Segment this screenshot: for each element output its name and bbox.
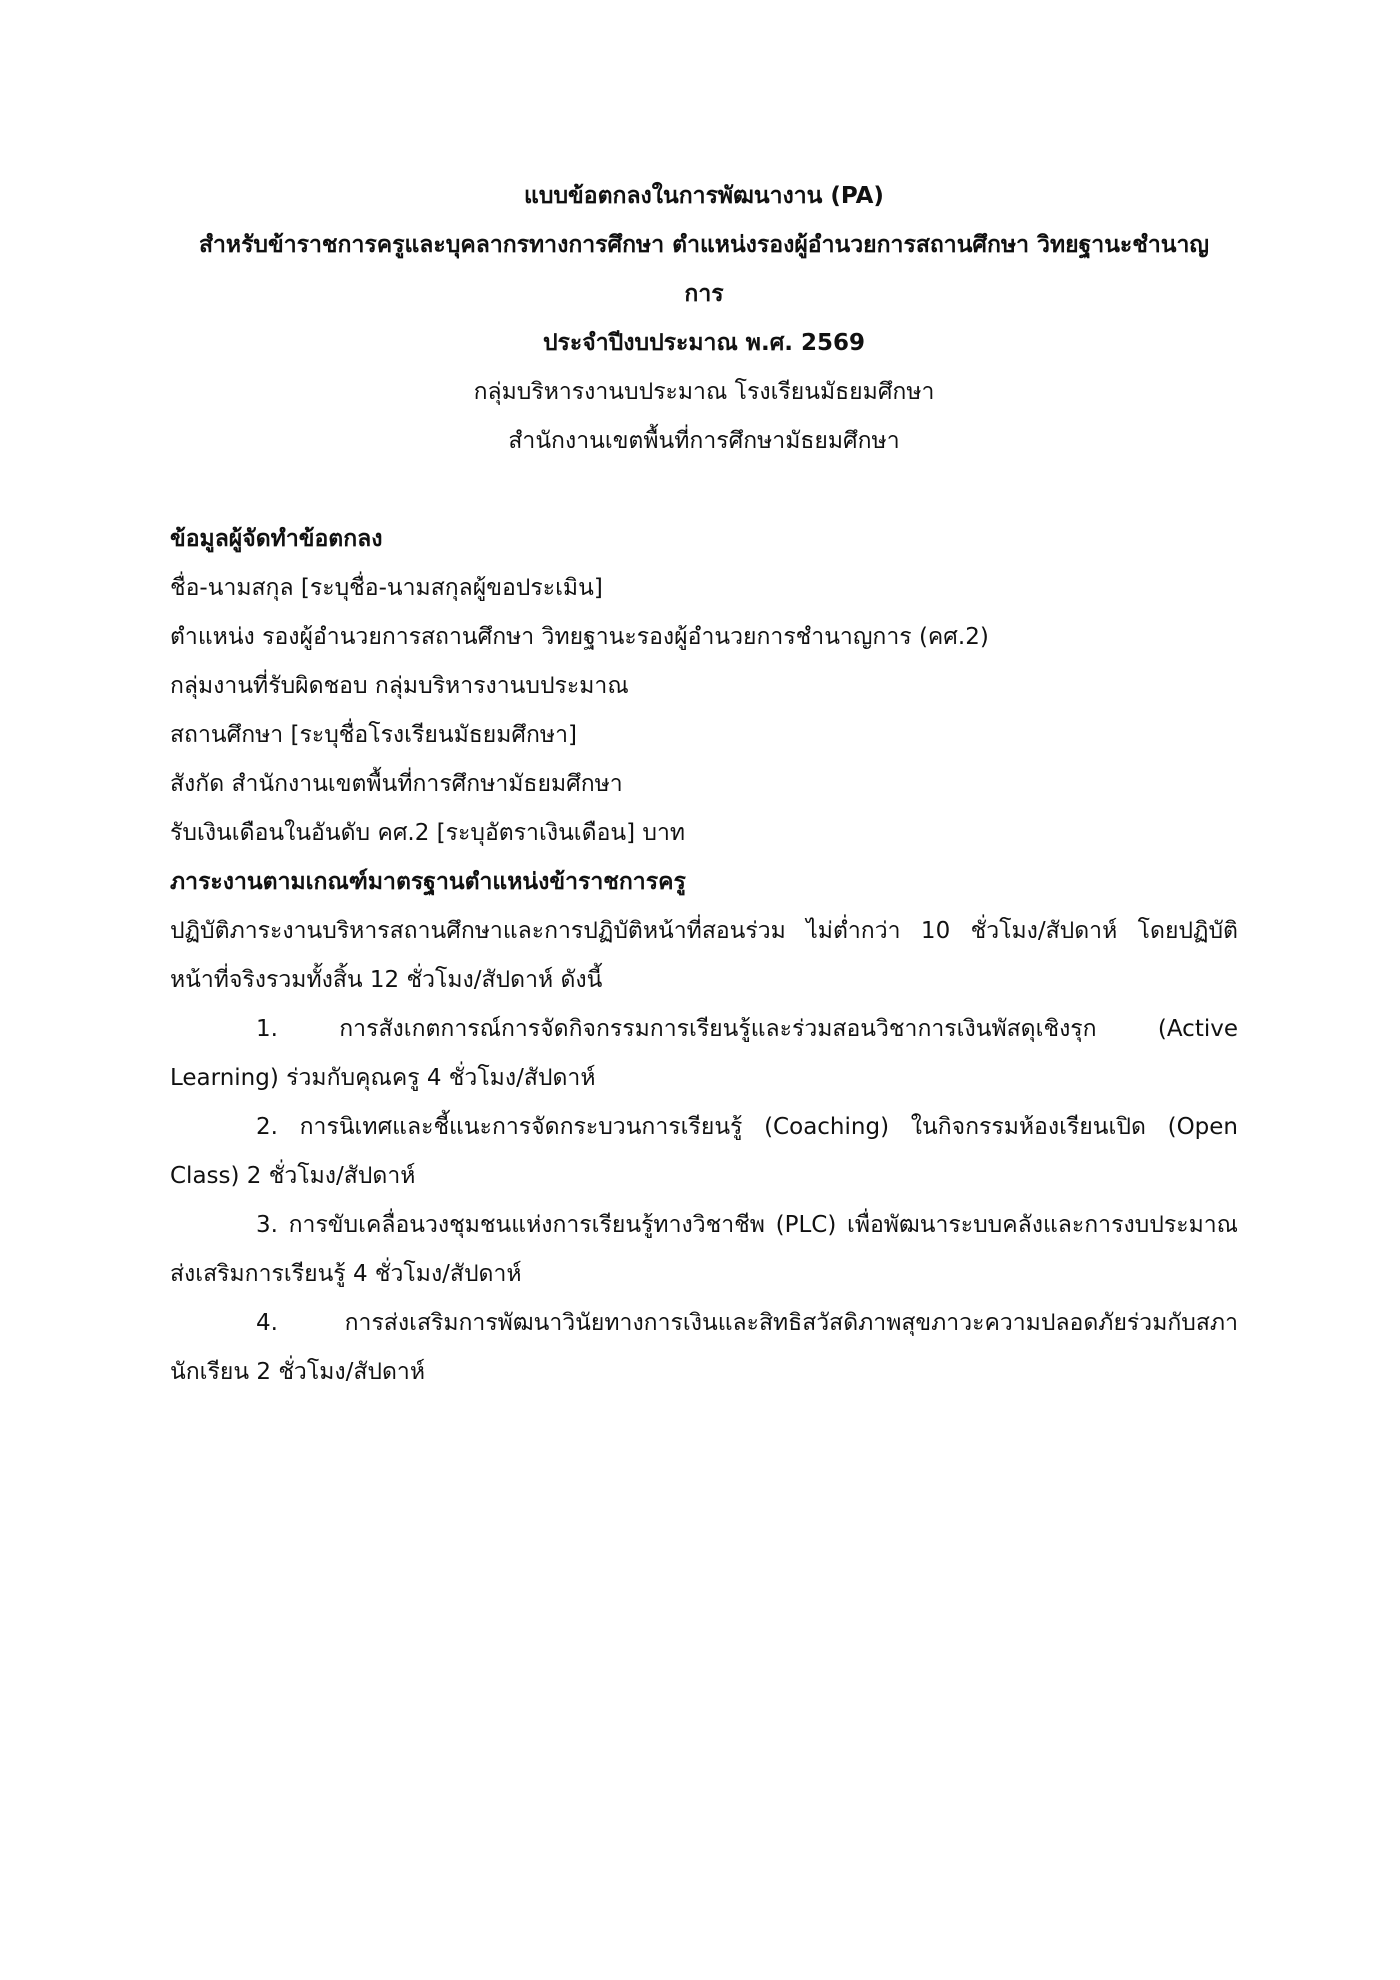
applicant-work-group: กลุ่มงานที่รับผิดชอบ กลุ่มบริหารงานบประมาณ bbox=[170, 673, 629, 699]
document-header bbox=[170, 172, 1238, 466]
document-subtitle-line1: สำหรับข้าราชการครูและบุคลากรทางการศึกษา ตำแหน่งรองผู้อำนวยการสถานศึกษา วิทยฐานะชำนาญ bbox=[198, 232, 1210, 258]
document-title: แบบข้อตกลงในการพัฒนางาน (PA) bbox=[524, 183, 884, 209]
workload-item: 2. การนิเทศและชี้แนะการจัดกระบวนการเรียนรู้ (Coaching) ในกิจกรรมห้องเรียนเปิด (Open Class) 2 ชั่วโมง/สัปดาห์ bbox=[170, 1114, 1238, 1189]
workload-heading: ภาระงานตามเกณฑ์มาตรฐานตำแหน่งข้าราชการครู bbox=[170, 869, 686, 895]
applicant-position: ตำแหน่ง รองผู้อำนวยการสถานศึกษา วิทยฐานะรองผู้อำนวยการชำนาญการ (คศ.2) bbox=[170, 624, 989, 650]
applicant-section bbox=[170, 515, 1238, 858]
department-name: กลุ่มบริหารงานบประมาณ โรงเรียนมัธยมศึกษา bbox=[473, 379, 935, 405]
applicant-school: สถานศึกษา [ระบุชื่อโรงเรียนมัธยมศึกษา] bbox=[170, 722, 577, 748]
office-name: สำนักงานเขตพื้นที่การศึกษามัธยมศึกษา bbox=[508, 428, 900, 454]
workload-intro: ปฏิบัติภาระงานบริหารสถานศึกษาและการปฏิบัติหน้าที่สอนร่วม ไม่ต่ำกว่า 10 ชั่วโมง/สัปดาห์ โดยปฏิบัติหน้าที่จริงรวมทั้งสิ้น 12 ชั่วโมง/สัปดาห์ ดังนี้ bbox=[170, 918, 1238, 993]
applicant-heading: ข้อมูลผู้จัดทำข้อตกลง bbox=[170, 526, 383, 552]
workload-item: 3. การขับเคลื่อนวงชุมชนแห่งการเรียนรู้ทางวิชาชีพ (PLC) เพื่อพัฒนาระบบคลังและการงบประมาณส่งเสริมการเรียนรู้ 4 ชั่วโมง/สัปดาห์ bbox=[170, 1212, 1238, 1287]
applicant-name: ชื่อ-นามสกุล [ระบุชื่อ-นามสกุลผู้ขอประเมิน] bbox=[170, 575, 603, 601]
document-content bbox=[170, 172, 1238, 1397]
workload-item: 4. การส่งเสริมการพัฒนาวินัยทางการเงินและสิทธิสวัสดิภาพสุขภาวะความปลอดภัยร่วมกับสภานักเรียน 2 ชั่วโมง/สัปดาห์ bbox=[170, 1310, 1238, 1385]
workload-section bbox=[170, 858, 1238, 1397]
document-subtitle-line2: การ bbox=[684, 281, 724, 307]
applicant-affiliation: สังกัด สำนักงานเขตพื้นที่การศึกษามัธยมศึกษา bbox=[170, 771, 623, 797]
workload-item: 1. การสังเกตการณ์การจัดกิจกรรมการเรียนรู้และร่วมสอนวิชาการเงินพัสดุเชิงรุก (Active Learning) ร่วมกับคุณครู 4 ชั่วโมง/สัปดาห์ bbox=[170, 1016, 1238, 1091]
applicant-salary: รับเงินเดือนในอันดับ คศ.2 [ระบุอัตราเงินเดือน] บาท bbox=[170, 820, 686, 846]
fiscal-year: ประจำปีงบประมาณ พ.ศ. 2569 bbox=[542, 330, 866, 356]
